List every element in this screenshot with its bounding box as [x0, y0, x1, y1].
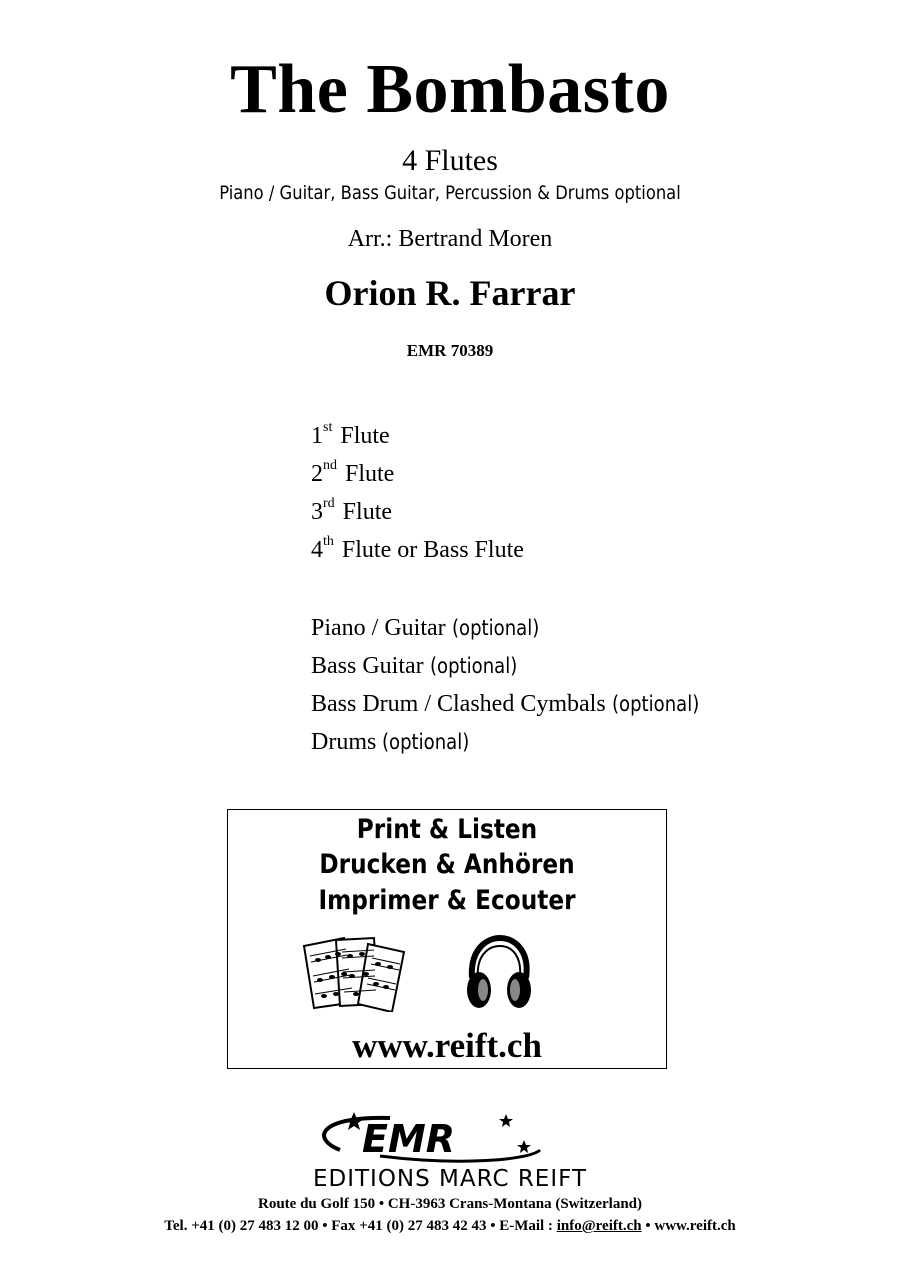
optional-instruments: Piano / Guitar, Bass Guitar, Percussion & Drums optional [219, 182, 681, 204]
promo-url[interactable]: www.reift.ch [352, 1026, 542, 1065]
promo-line-de: Drucken & Anhören [319, 849, 575, 880]
part-item: Piano / Guitar (optional) [311, 615, 539, 641]
sheet-music-icon [300, 932, 412, 1012]
part-item: Bass Drum / Clashed Cymbals (optional) [311, 691, 699, 717]
composer: Orion R. Farrar [324, 273, 576, 313]
part-item: 4th Flute or Bass Flute [311, 534, 524, 563]
part-item: 1st Flute [311, 420, 390, 449]
arranger: Arr.: Bertrand Moren [347, 226, 553, 252]
publisher-address: Route du Golf 150 • CH-3963 Crans-Montana (Switzerland) [258, 1196, 642, 1212]
publisher-name: EDITIONS MARC REIFT [312, 1166, 588, 1192]
title: The Bombasto [230, 51, 670, 128]
subtitle: 4 Flutes [402, 144, 498, 177]
emr-logo [310, 1110, 550, 1170]
part-item: 2nd Flute [311, 458, 395, 487]
email-link[interactable]: info@reift.ch [556, 1218, 642, 1234]
rhythm-parts-list [311, 609, 713, 761]
catalog-number: EMR 70389 [406, 341, 494, 360]
logo-text: EMR [362, 1117, 456, 1161]
part-item: Drums (optional) [311, 729, 470, 755]
part-item: 3rd Flute [311, 496, 393, 525]
print-listen-box [227, 809, 667, 1069]
flute-parts-list [311, 417, 524, 569]
headphones-icon [464, 934, 534, 1010]
part-item: Bass Guitar (optional) [311, 653, 517, 679]
publisher-contact: Tel. +41 (0) 27 483 12 00 • Fax +41 (0) 27 483 42 43 • E-Mail : info@reift.ch • www.reift.ch [164, 1218, 736, 1234]
promo-line-fr: Imprimer & Ecouter [318, 885, 576, 916]
promo-line-en: Print & Listen [356, 814, 538, 845]
